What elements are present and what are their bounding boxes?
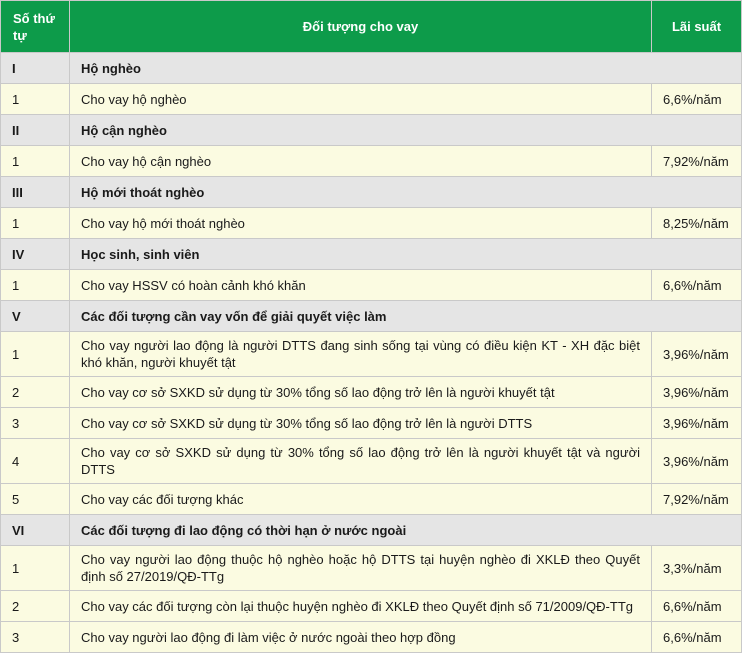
table-row [1, 408, 742, 439]
row-rate: 6,6%/năm [652, 270, 742, 301]
row-rate: 7,92%/năm [652, 484, 742, 515]
table-row [1, 622, 742, 653]
row-number: 1 [1, 84, 70, 115]
table-header-row [1, 1, 742, 53]
row-number: 1 [1, 332, 70, 377]
table-row [1, 270, 742, 301]
group-title: Các đối tượng cần vay vốn để giải quyết việc làm [70, 301, 742, 332]
row-description: Cho vay người lao động thuộc hộ nghèo hoặc hộ DTTS tại huyện nghèo đi XKLĐ theo Quyết định số 27/2019/QĐ-TTg [70, 546, 652, 591]
row-number: 1 [1, 208, 70, 239]
row-number: 1 [1, 546, 70, 591]
row-description: Cho vay HSSV có hoàn cảnh khó khăn [70, 270, 652, 301]
group-row [1, 301, 742, 332]
row-rate: 3,96%/năm [652, 408, 742, 439]
table-row [1, 377, 742, 408]
row-number: 1 [1, 146, 70, 177]
group-number: VI [1, 515, 70, 546]
group-number: I [1, 53, 70, 84]
row-rate: 3,96%/năm [652, 332, 742, 377]
group-row [1, 115, 742, 146]
group-row [1, 177, 742, 208]
group-title: Hộ mới thoát nghèo [70, 177, 742, 208]
group-title: Hộ cận nghèo [70, 115, 742, 146]
group-number: II [1, 115, 70, 146]
table-row [1, 146, 742, 177]
row-description: Cho vay cơ sở SXKD sử dụng từ 30% tổng số lao động trở lên là người khuyết tật [70, 377, 652, 408]
row-number: 1 [1, 270, 70, 301]
group-number: V [1, 301, 70, 332]
row-description: Cho vay hộ nghèo [70, 84, 652, 115]
row-description: Cho vay hộ mới thoát nghèo [70, 208, 652, 239]
table-row [1, 439, 742, 484]
row-number: 2 [1, 377, 70, 408]
group-row [1, 53, 742, 84]
row-rate: 8,25%/năm [652, 208, 742, 239]
row-number: 4 [1, 439, 70, 484]
group-number: III [1, 177, 70, 208]
group-row [1, 515, 742, 546]
row-number: 5 [1, 484, 70, 515]
row-number: 3 [1, 622, 70, 653]
table-row [1, 332, 742, 377]
group-title: Học sinh, sinh viên [70, 239, 742, 270]
row-description: Cho vay người lao động đi làm việc ở nước ngoài theo hợp đồng [70, 622, 652, 653]
header-object: Đối tượng cho vay [70, 1, 652, 53]
row-rate: 3,96%/năm [652, 377, 742, 408]
header-stt: Số thứ tự [1, 1, 70, 53]
row-rate: 6,6%/năm [652, 84, 742, 115]
row-description: Cho vay cơ sở SXKD sử dụng từ 30% tổng số lao động trở lên là người khuyết tật và người DTTS [70, 439, 652, 484]
row-description: Cho vay cơ sở SXKD sử dụng từ 30% tổng số lao động trở lên là người DTTS [70, 408, 652, 439]
group-title: Các đối tượng đi lao động có thời hạn ở nước ngoài [70, 515, 742, 546]
group-title: Hộ nghèo [70, 53, 742, 84]
group-row [1, 239, 742, 270]
table-row [1, 84, 742, 115]
header-rate: Lãi suất [652, 1, 742, 53]
row-description: Cho vay các đối tượng còn lại thuộc huyện nghèo đi XKLĐ theo Quyết định số 71/2009/QĐ-TTg [70, 591, 652, 622]
row-description: Cho vay người lao động là người DTTS đang sinh sống tại vùng có điều kiện KT - XH đặc biệt khó khăn, người khuyết tật [70, 332, 652, 377]
table-row [1, 208, 742, 239]
table-row [1, 591, 742, 622]
row-rate: 6,6%/năm [652, 622, 742, 653]
table-row [1, 484, 742, 515]
row-rate: 7,92%/năm [652, 146, 742, 177]
row-number: 3 [1, 408, 70, 439]
row-number: 2 [1, 591, 70, 622]
group-number: IV [1, 239, 70, 270]
row-rate: 6,6%/năm [652, 591, 742, 622]
row-description: Cho vay hộ cận nghèo [70, 146, 652, 177]
table-row [1, 546, 742, 591]
row-rate: 3,3%/năm [652, 546, 742, 591]
row-description: Cho vay các đối tượng khác [70, 484, 652, 515]
row-rate: 3,96%/năm [652, 439, 742, 484]
